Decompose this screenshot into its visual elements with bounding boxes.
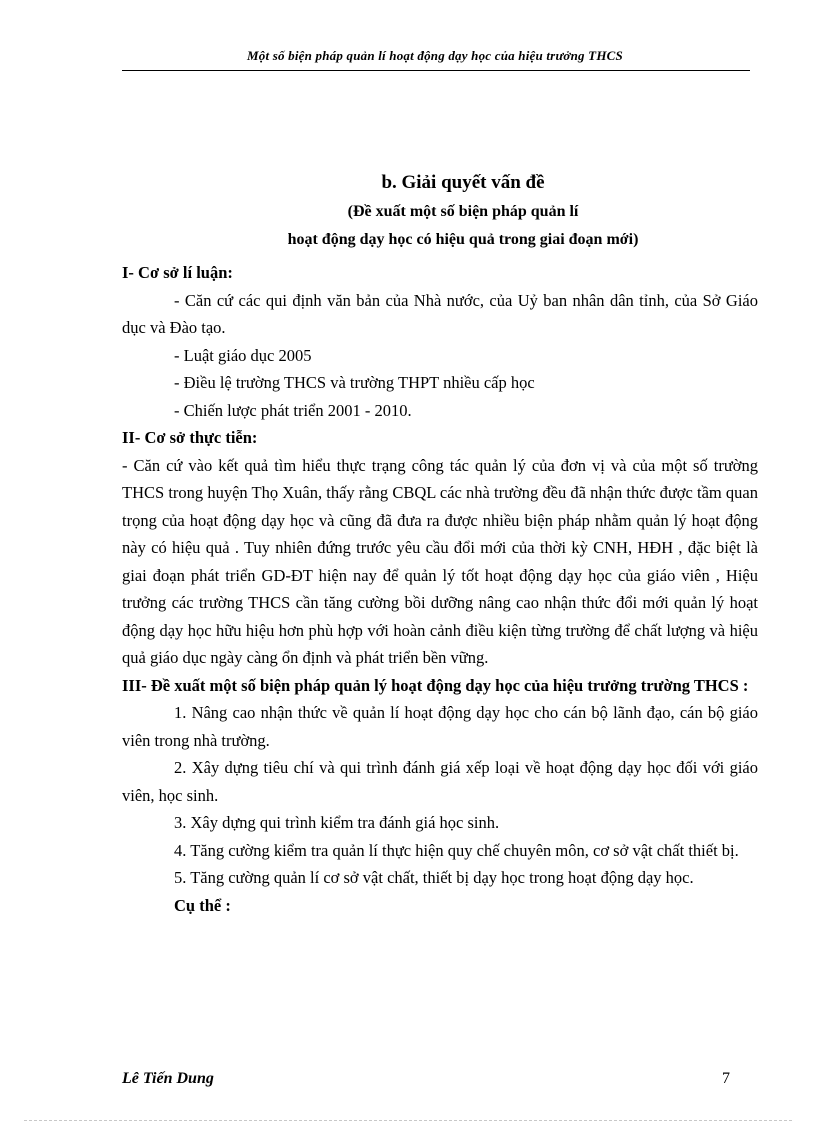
footer-author: Lê Tiến Dung	[122, 1070, 214, 1087]
list-item: - Luật giáo dục 2005	[174, 345, 312, 365]
list-item: - Điều lệ trường THCS và trường THPT nhiều cấp học	[174, 373, 535, 392]
header-rule	[122, 70, 750, 71]
heading-theoretical-basis: I- Cơ sở lí luận:	[122, 263, 233, 282]
page-number: 7	[722, 1070, 730, 1087]
section-subtitle-line-1: (Đề xuất một số biện pháp quản lí	[347, 203, 579, 220]
specifics-label: Cụ thể :	[174, 895, 231, 915]
heading-proposed-measures: III- Đề xuất một số biện pháp quản lý hoạt động dạy học của hiệu trưởng trường THCS :	[122, 675, 749, 695]
list-item: 2. Xây dựng tiêu chí và qui trình đánh giá xếp loại về hoạt động dạy học đối với giáo viên, học sinh.	[122, 758, 758, 805]
list-item: 4. Tăng cường kiểm tra quản lí thực hiện quy chế chuyên môn, cơ sở vật chất thiết bị.	[174, 840, 739, 860]
list-item: 5. Tăng cường quản lí cơ sở vật chất, thiết bị dạy học trong hoạt động dạy học.	[174, 868, 694, 887]
list-item: 1. Nâng cao nhận thức về quản lí hoạt động dạy học cho cán bộ lãnh đạo, cán bộ giáo viên trong nhà trường.	[122, 703, 758, 750]
list-item: - Chiến lược phát triển 2001 - 2010.	[174, 400, 412, 420]
heading-practical-basis: II- Cơ sở thực tiễn:	[122, 428, 258, 447]
list-item: 3. Xây dựng qui trình kiểm tra đánh giá học sinh.	[174, 813, 500, 832]
document-body	[122, 259, 758, 919]
section-subtitle-line-2: hoạt động dạy học có hiệu quả trong giai đoạn mới)	[287, 231, 639, 248]
section-title: b. Giải quyết vấn đề	[381, 172, 545, 193]
practical-basis-paragraph: - Căn cứ vào kết quả tìm hiểu thực trạng công tác quản lý của đơn vị và của một số trường THCS trong huyện Thọ Xuân, thấy rằng CBQL các nhà trường đều đã nhận thức được tầm quan trọng của hoạt động dạy học và cũng đã đưa ra được nhiều biện pháp nhằm quản lý hoạt động này có hiệu quả . Tuy nhiên đứng trước yêu cầu đổi mới của thời kỳ CNH, HĐH , đặc biệt là giai đoạn phát triển GD-ĐT hiện nay để quản lý tốt hoạt động dạy học của giáo viên , Hiệu trưởng các trường THCS cần tăng cường bồi dưỡng nâng cao nhận thức đổi mới quản lý hoạt động dạy học hữu hiệu hơn phù hợp với hoàn cảnh điều kiện từng trường để chất lượng và hiệu quả giáo dục ngày càng ổn định và phát triển bền vững.	[122, 455, 758, 667]
page-edge	[24, 1120, 792, 1121]
running-header: Một số biện pháp quản lí hoạt động dạy học của hiệu trưởng THCS	[247, 48, 623, 63]
list-item: - Căn cứ các qui định văn bản của Nhà nước, của Uỷ ban nhân dân tỉnh, của Sở Giáo dục và Đào tạo.	[122, 290, 758, 337]
